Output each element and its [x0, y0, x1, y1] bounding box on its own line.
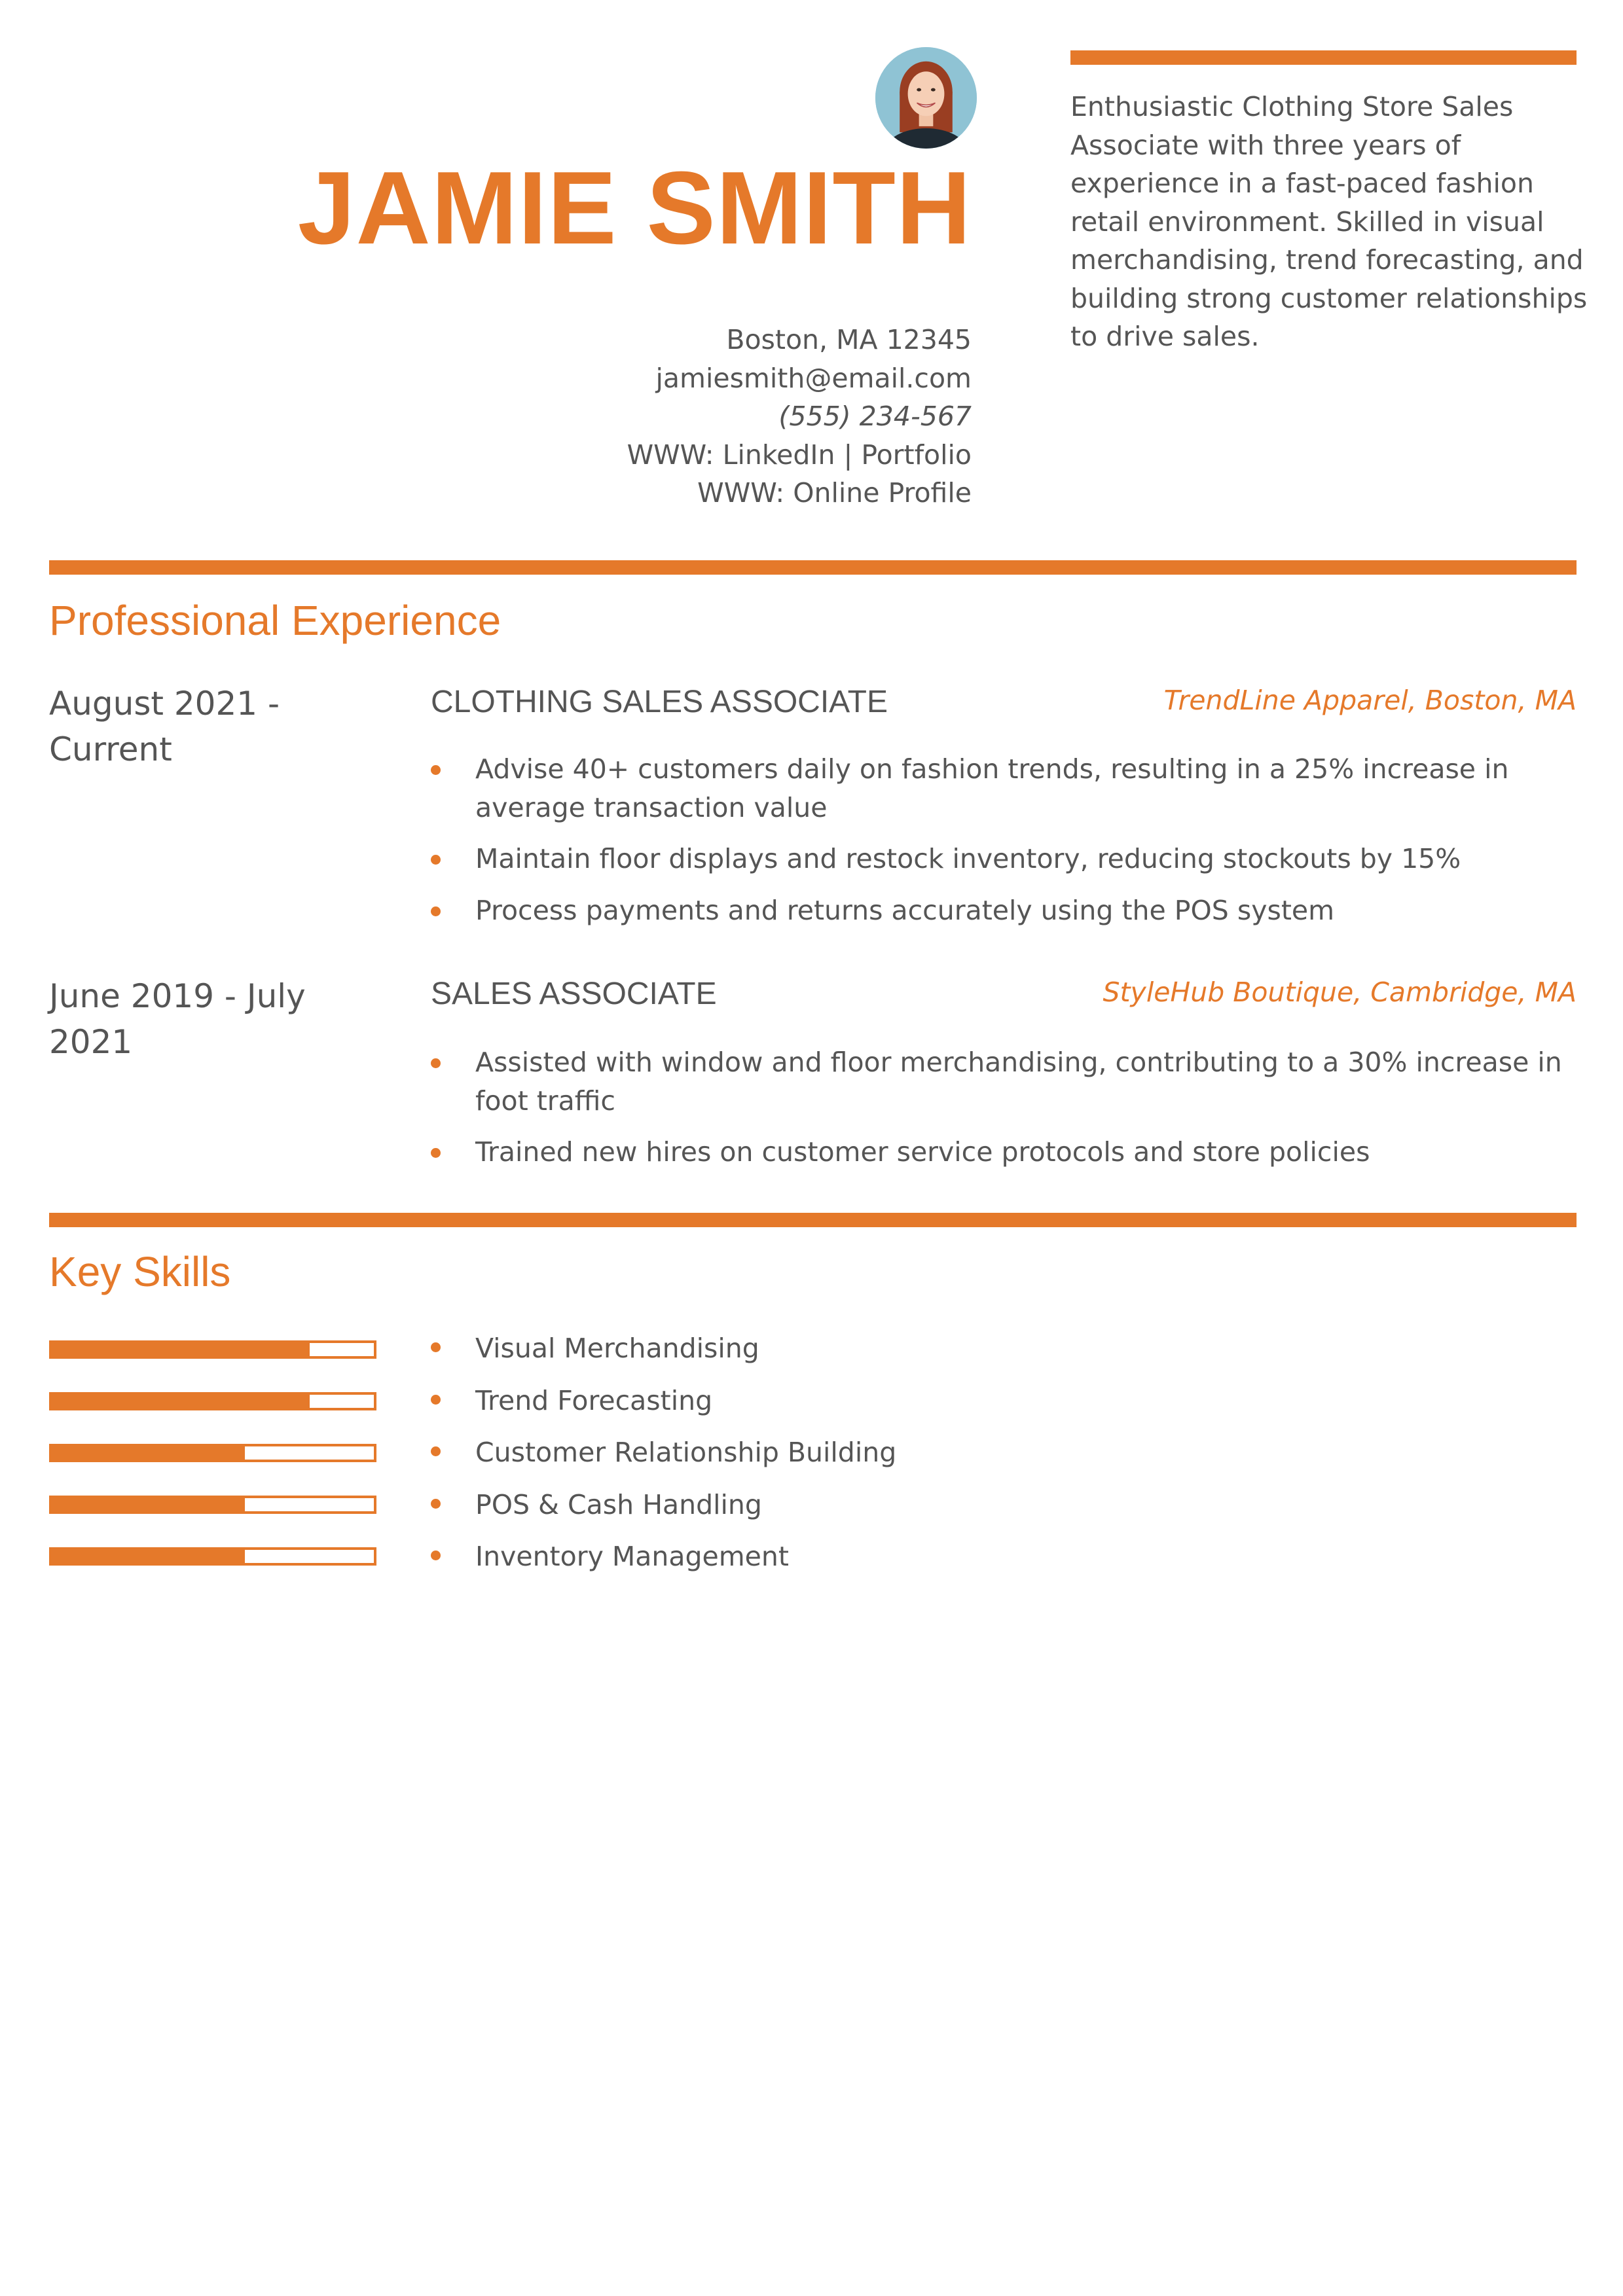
- list-item: [431, 750, 1577, 827]
- list-item: [431, 1329, 1216, 1368]
- list-item: [431, 1433, 1216, 1472]
- job-title: SALES ASSOCIATE: [431, 977, 717, 1011]
- person-icon: [875, 47, 977, 149]
- skill-name: POS & Cash Handling: [475, 1488, 762, 1520]
- bullet-text: Assisted with window and floor merchandising, contributing to a 30% increase in foot traffic: [475, 1047, 1562, 1117]
- job-date: June 2019 - July 2021: [49, 977, 306, 1061]
- profile-photo: [875, 47, 977, 149]
- contact-email[interactable]: jamiesmith@email.com: [655, 362, 972, 394]
- skill-level-bar: [49, 1340, 376, 1359]
- bullet-text: Process payments and returns accurately using the POS system: [475, 894, 1335, 926]
- contact-profile-link[interactable]: WWW: Online Profile: [697, 477, 972, 509]
- job-bullets: [431, 750, 1577, 942]
- contact-links[interactable]: WWW: LinkedIn | Portfolio: [627, 439, 972, 471]
- bullet-dot-icon: [431, 1551, 441, 1560]
- skill-level-bar: [49, 1547, 376, 1566]
- section-divider-skills: [49, 1213, 1577, 1227]
- list-item: [431, 840, 1577, 878]
- skill-level-bar: [49, 1444, 376, 1462]
- candidate-name: JAMIE SMITH: [297, 151, 972, 266]
- job-date: August 2021 - Current: [49, 685, 280, 768]
- bullet-text: Maintain floor displays and restock inventory, reducing stockouts by 15%: [475, 843, 1461, 874]
- job-bullets: [431, 1043, 1577, 1185]
- contact-phone[interactable]: (555) 234-567: [778, 401, 972, 432]
- skill-level-fill: [52, 1498, 245, 1511]
- profile-summary: Enthusiastic Clothing Store Sales Associate with three years of experience in a fast-paced fashion retail environment. Skilled in visual merchandising, trend forecasting, and building strong customer relationships to drive sales.: [1070, 91, 1588, 352]
- list-item: [431, 1486, 1216, 1524]
- bullet-dot-icon: [431, 855, 441, 865]
- bullet-text: Advise 40+ customers daily on fashion trends, resulting in a 25% increase in average transaction value: [475, 753, 1509, 823]
- bullet-dot-icon: [431, 1058, 441, 1068]
- bullet-dot-icon: [431, 1499, 441, 1509]
- bullet-dot-icon: [431, 1342, 441, 1352]
- list-item: [431, 1382, 1216, 1420]
- skill-name: Visual Merchandising: [475, 1333, 759, 1364]
- list-item: [431, 891, 1577, 930]
- list-item: [431, 1133, 1577, 1172]
- list-item: [431, 1537, 1216, 1576]
- skill-level-fill: [52, 1550, 245, 1563]
- skill-level-bars: [49, 1340, 376, 1599]
- skill-level-bar: [49, 1392, 376, 1410]
- list-item: [431, 1043, 1577, 1120]
- bullet-dot-icon: [431, 1395, 441, 1405]
- bullet-text: Trained new hires on customer service protocols and store policies: [475, 1136, 1370, 1168]
- bullet-dot-icon: [431, 1446, 441, 1456]
- skill-name: Inventory Management: [475, 1541, 789, 1572]
- job-company: StyleHub Boutique, Cambridge, MA: [1103, 977, 1577, 1008]
- job-company: TrendLine Apparel, Boston, MA: [1163, 685, 1577, 716]
- skill-level-bar: [49, 1496, 376, 1514]
- job-title: CLOTHING SALES ASSOCIATE: [431, 685, 888, 719]
- bullet-dot-icon: [431, 765, 441, 775]
- experience-heading: Professional Experience: [49, 597, 501, 644]
- contact-location: Boston, MA 12345: [726, 324, 972, 355]
- skill-level-fill: [52, 1446, 245, 1460]
- skill-level-fill: [52, 1395, 310, 1408]
- skill-name: Trend Forecasting: [475, 1384, 713, 1416]
- skills-heading: Key Skills: [49, 1248, 231, 1295]
- skill-level-fill: [52, 1343, 310, 1356]
- skill-name: Customer Relationship Building: [475, 1437, 897, 1468]
- bullet-dot-icon: [431, 906, 441, 916]
- skills-list: [431, 1329, 1216, 1590]
- bullet-dot-icon: [431, 1148, 441, 1158]
- summary-accent-bar: [1070, 50, 1577, 65]
- section-divider-experience: [49, 560, 1577, 575]
- contact-info: [627, 321, 972, 512]
